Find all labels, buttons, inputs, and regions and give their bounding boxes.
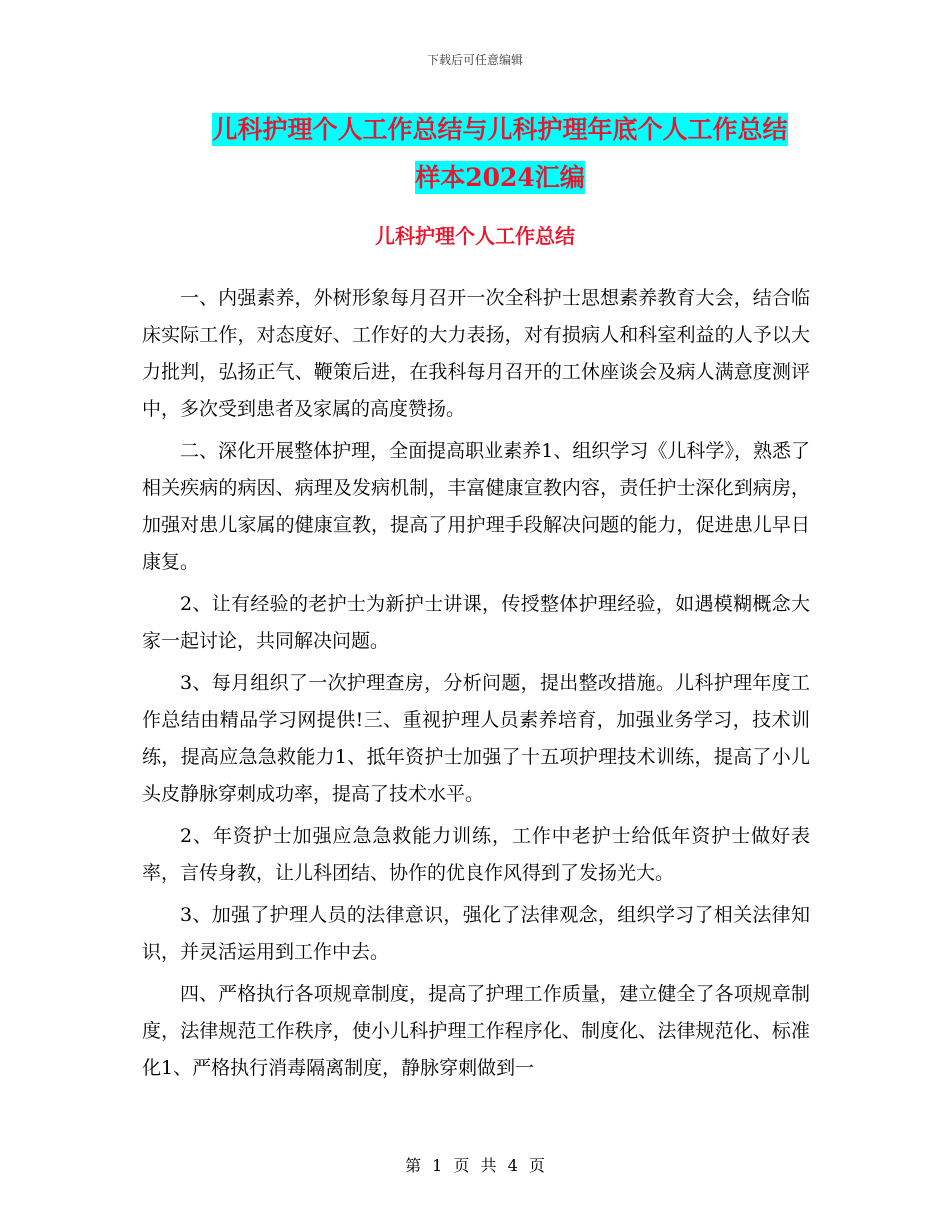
page-footer: 第 1 页 共 4 页 — [405, 1156, 545, 1175]
title-line-2: 样本2024汇编 — [415, 163, 585, 192]
paragraph: 二、深化开展整体护理，全面提高职业素养1、组织学习《儿科学》，熟悉了相关疾病的病因、病理及发病机制，丰富健康宣教内容，责任护士深化到病房，加强对患儿家属的健康宣教，提高了用护理手段解决问题的能力，促进患儿早日康复。 — [142, 440, 810, 573]
paragraph: 2、年资护士加强应急急救能力训练，工作中老护士给低年资护士做好表率，言传身教，让儿科团结、协作的优良作风得到了发扬光大。 — [142, 825, 810, 884]
paragraph: 3、每月组织了一次护理查房，分析问题，提出整改措施。儿科护理年度工作总结由精品学习网提供!三、重视护理人员素养培育，加强业务学习，技术训练，提高应急急救能力1、抵年资护士加强了十五项护理技术训练，提高了小儿头皮静脉穿刺成功率，提高了技术水平。 — [142, 672, 810, 805]
document-title — [140, 106, 860, 202]
page-header: 下载后可任意编辑 — [426, 53, 523, 67]
section-title: 儿科护理个人工作总结 — [375, 224, 575, 248]
body-text — [142, 280, 810, 1092]
paragraph: 四、严格执行各项规章制度，提高了护理工作质量，建立健全了各项规章制度，法律规范工作秩序，使小儿科护理工作程序化、制度化、法律规范化、标准化1、严格执行消毒隔离制度，静脉穿刺做到一 — [142, 983, 810, 1079]
paragraph: 3、加强了护理人员的法律意识，强化了法律观念，组织学习了相关法律知识，并灵活运用到工作中去。 — [142, 904, 810, 963]
title-line-1: 儿科护理个人工作总结与儿科护理年底个人工作总结 — [212, 115, 788, 144]
paragraph: 2、让有经验的老护士为新护士讲课，传授整体护理经验，如遇模糊概念大家一起讨论，共同解决问题。 — [142, 593, 810, 652]
paragraph: 一、内强素养，外树形象每月召开一次全科护士思想素养教育大会，结合临床实际工作，对态度好、工作好的大力表扬，对有损病人和科室利益的人予以大力批判，弘扬正气、鞭策后进，在我科每月召开的工休座谈会及病人满意度测评中，多次受到患者及家属的高度赞扬。 — [142, 287, 810, 420]
